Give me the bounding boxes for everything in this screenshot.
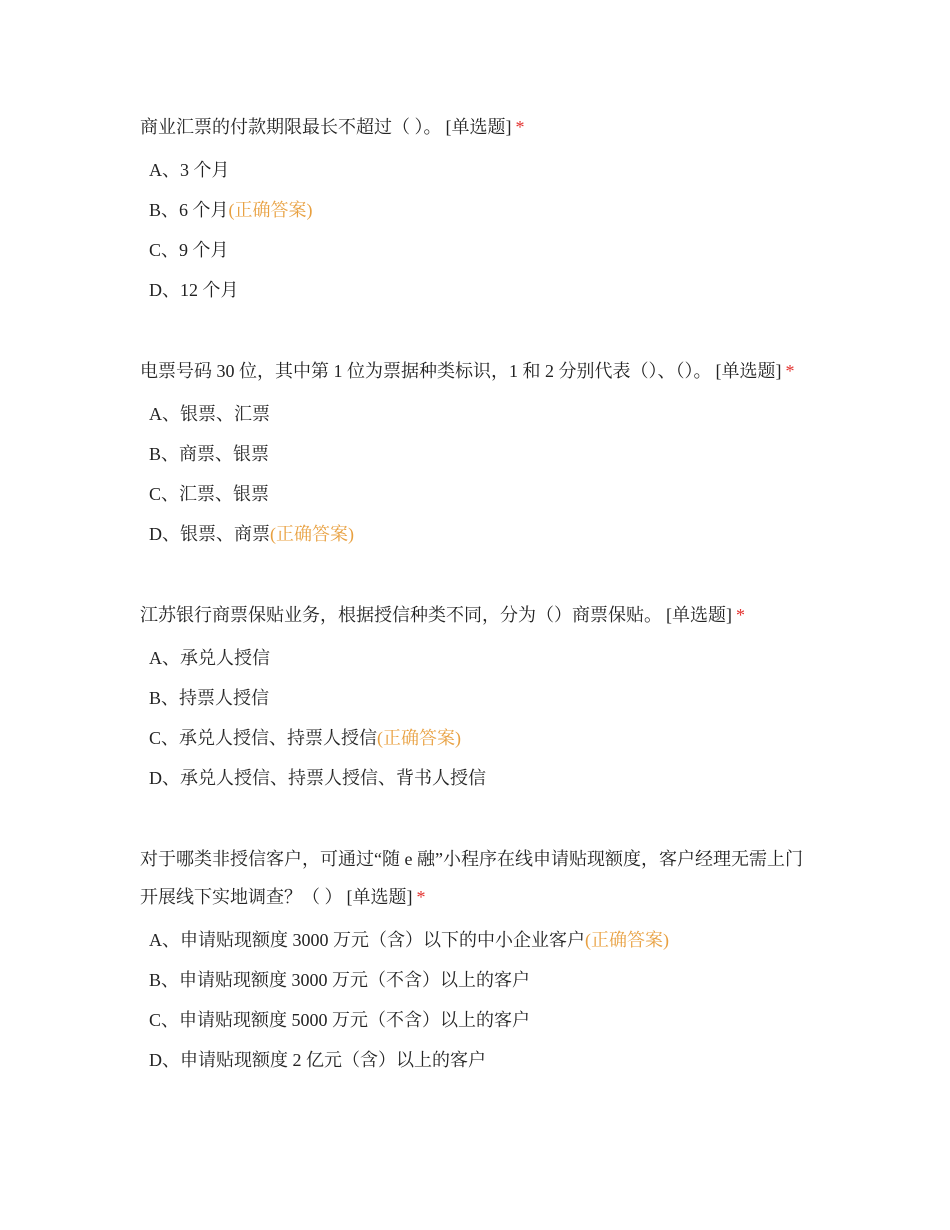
question-type: [单选题] [666, 605, 732, 625]
option-text: D、12 个月 [149, 280, 239, 300]
option-text: C、申请贴现额度 5000 万元（不含）以上的客户 [149, 1010, 531, 1030]
question-text: 商业汇票的付款期限最长不超过（ ）。 [140, 117, 442, 137]
option-text: C、承兑人授信、持票人授信 [149, 728, 378, 748]
required-asterisk: * [416, 887, 426, 907]
question-title [140, 840, 820, 916]
option-list [140, 638, 820, 798]
option-list [140, 150, 820, 310]
option-text: C、9 个月 [149, 240, 229, 260]
required-asterisk: * [515, 117, 525, 137]
option-b[interactable] [149, 434, 820, 474]
correct-answer-marker: (正确答案) [270, 524, 354, 544]
option-text: C、汇票、银票 [149, 484, 270, 504]
option-text: B、持票人授信 [149, 688, 270, 708]
option-b[interactable] [149, 190, 820, 230]
question-text: 江苏银行商票保贴业务，根据授信种类不同，分为（）商票保贴。 [140, 605, 662, 625]
question-text: 电票号码 30 位，其中第 1 位为票据种类标识，1 和 2 分别代表（）、（）。 [140, 361, 712, 381]
required-asterisk: * [736, 605, 745, 625]
option-text: D、银票、商票 [149, 524, 270, 544]
question-3 [140, 596, 820, 798]
question-text: 对于哪类非授信客户，可通过“随 e 融”小程序在线申请贴现额度，客户经理无需上门开展线下实地调查？（ ） [140, 849, 803, 907]
option-d[interactable] [149, 758, 820, 798]
option-a[interactable] [149, 150, 820, 190]
option-b[interactable] [149, 960, 820, 1000]
option-d[interactable] [149, 1040, 820, 1080]
question-title [140, 352, 820, 390]
question-1 [140, 108, 820, 310]
option-text: A、银票、汇票 [149, 404, 270, 424]
option-d[interactable] [149, 270, 820, 310]
option-b[interactable] [149, 678, 820, 718]
option-a[interactable] [149, 638, 820, 678]
required-asterisk: * [785, 361, 795, 381]
option-a[interactable] [149, 920, 820, 960]
option-text: B、商票、银票 [149, 444, 270, 464]
option-a[interactable] [149, 394, 820, 434]
option-text: B、申请贴现额度 3000 万元（不含）以上的客户 [149, 970, 531, 990]
question-4 [140, 840, 820, 1080]
option-c[interactable] [149, 718, 820, 758]
quiz-document [140, 108, 820, 1122]
option-text: A、3 个月 [149, 160, 230, 180]
correct-answer-marker: (正确答案) [585, 930, 669, 950]
option-text: A、承兑人授信 [149, 648, 270, 668]
question-type: [单选题] [346, 887, 413, 907]
question-2 [140, 352, 820, 554]
option-text: D、申请贴现额度 2 亿元（含）以上的客户 [149, 1050, 486, 1070]
option-text: B、6 个月 [149, 200, 229, 220]
correct-answer-marker: (正确答案) [377, 728, 462, 748]
option-list [140, 920, 820, 1080]
question-type: [单选题] [715, 361, 782, 381]
question-title [140, 108, 820, 146]
option-c[interactable] [149, 1000, 820, 1040]
option-text: A、申请贴现额度 3000 万元（含）以下的中小企业客户 [149, 930, 585, 950]
option-text: D、承兑人授信、持票人授信、背书人授信 [149, 768, 486, 788]
question-title [140, 596, 820, 634]
question-type: [单选题] [445, 117, 512, 137]
option-d[interactable] [149, 514, 820, 554]
option-c[interactable] [149, 474, 820, 514]
option-list [140, 394, 820, 554]
option-c[interactable] [149, 230, 820, 270]
correct-answer-marker: (正确答案) [228, 200, 313, 220]
